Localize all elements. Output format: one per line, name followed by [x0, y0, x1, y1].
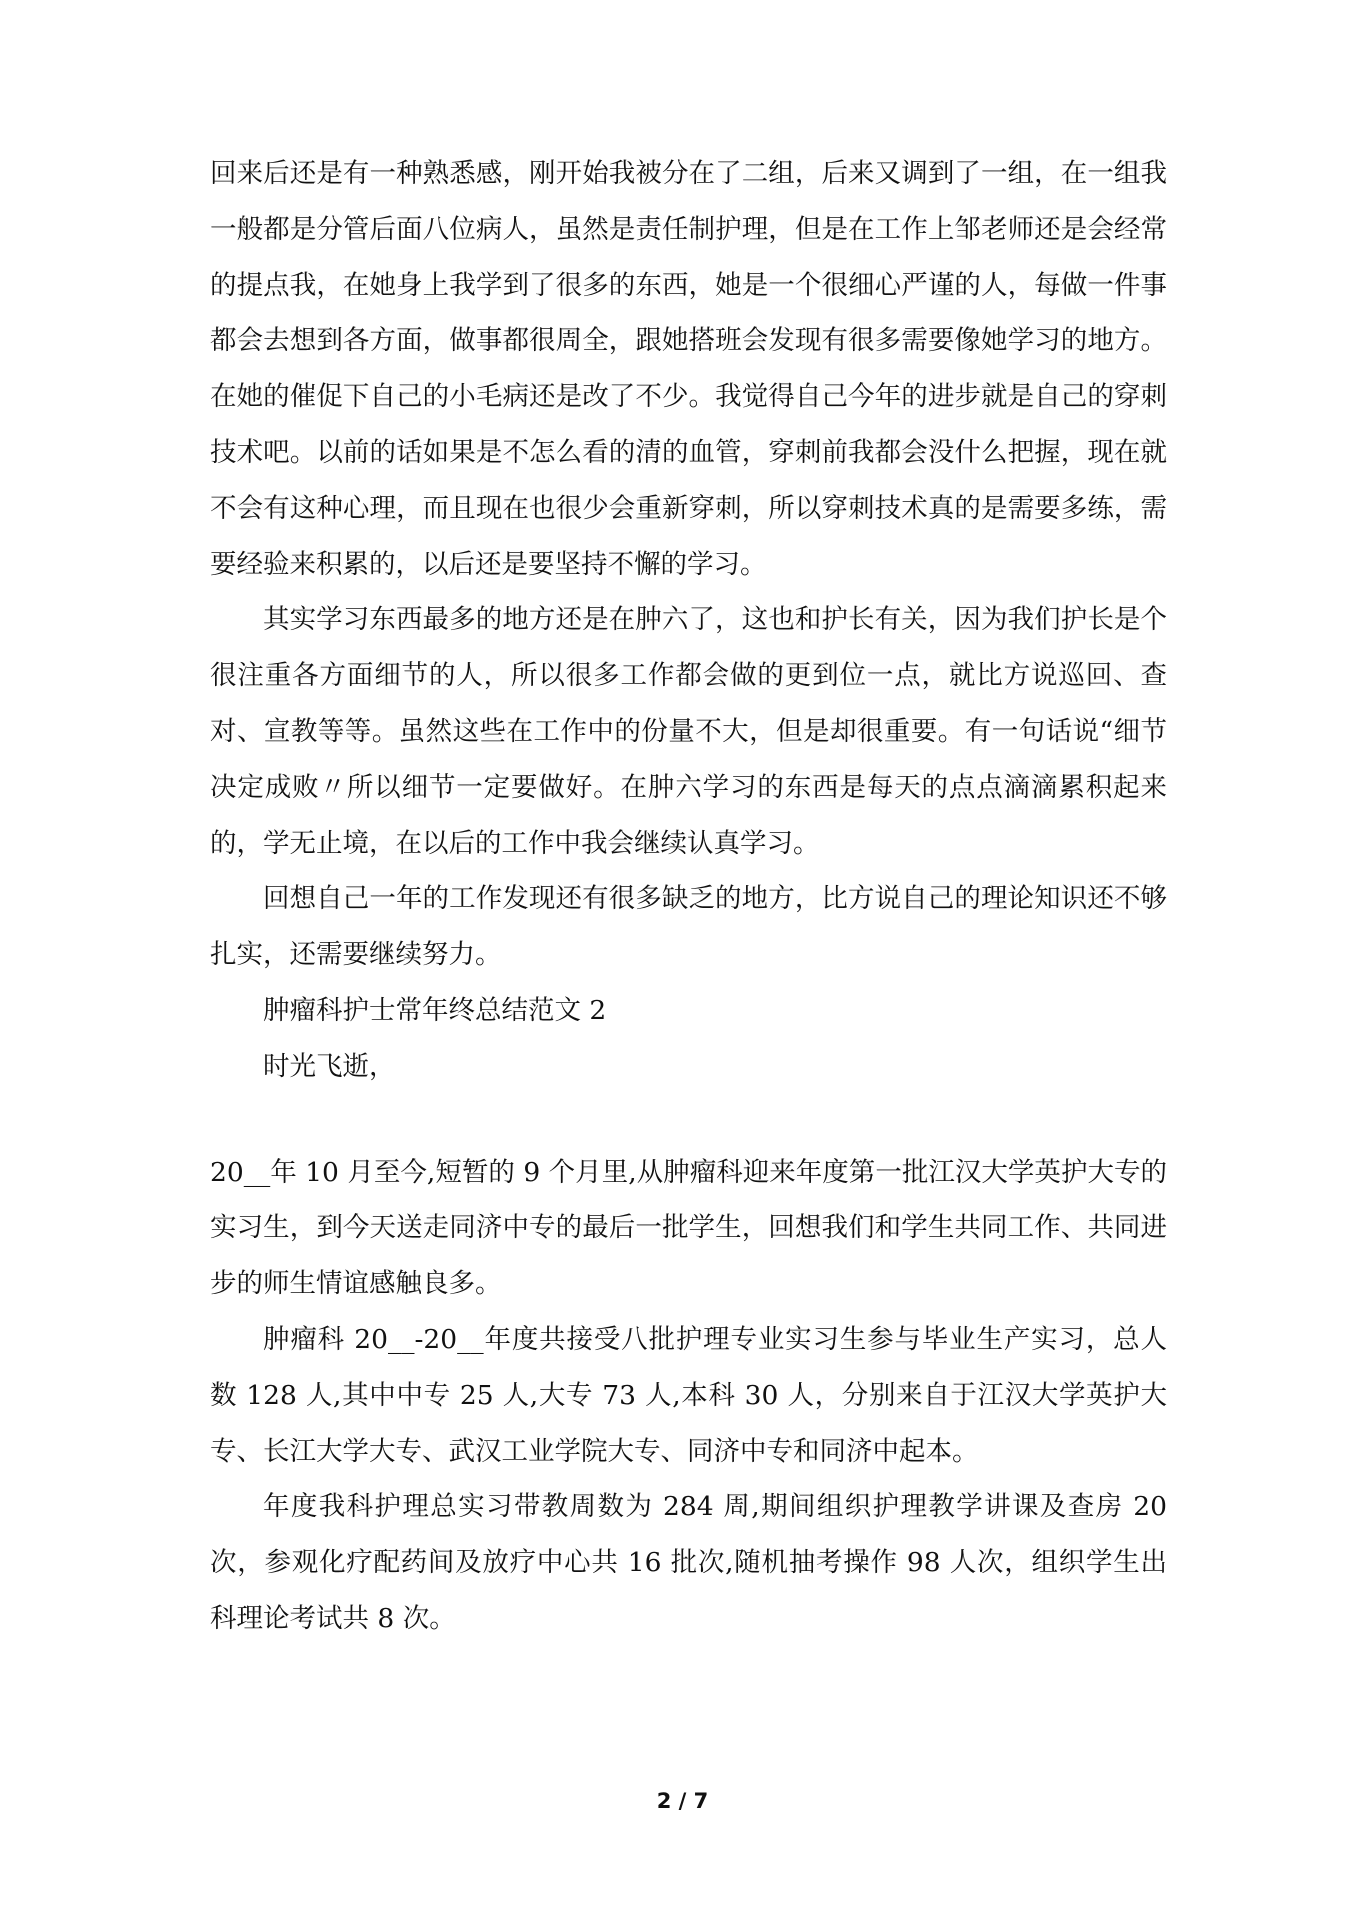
paragraph-6: 肿瘤科 20__-20__年度共接受八批护理专业实习生参与毕业生产实习，总人数 128 人,其中中专 25 人,大专 73 人,本科 30 人，分别来自于江汉大学英护大专、长江大学大专、武汉工业学院大专、同济中专和同济中起本。 — [210, 1323, 1167, 1467]
page-number: 2 / 7 — [656, 1789, 709, 1813]
document-body — [210, 146, 1167, 1647]
paragraph-3: 回想自己一年的工作发现还有很多缺乏的地方，比方说自己的理论知识还不够扎实，还需要继续努力。 — [210, 883, 1167, 971]
paragraph-1: 回来后还是有一种熟悉感，刚开始我被分在了二组，后来又调到了一组，在一组我一般都是分管后面八位病人，虽然是责任制护理，但是在工作上邹老师还是会经常的提点我，在她身上我学到了很多的东西，她是一个很细心严谨的人，每做一件事都会去想到各方面，做事都很周全，跟她搭班会发现有很多需要像她学习的地方。在她的催促下自己的小毛病还是改了不少。我觉得自己今年的进步就是自己的穿刺技术吧。以前的话如果是不怎么看的清的血管，穿刺前我都会没什么把握，现在就不会有这种心理，而且现在也很少会重新穿刺，所以穿刺技术真的是需要多练，需要经验来积累的，以后还是要坚持不懈的学习。 — [210, 158, 1167, 580]
section-heading: 肿瘤科护士常年终总结范文 2 — [263, 994, 607, 1026]
paragraph-4: 时光飞逝， — [263, 1050, 396, 1082]
paragraph-2: 其实学习东西最多的地方还是在肿六了，这也和护长有关，因为我们护长是个很注重各方面细节的人，所以很多工作都会做的更到位一点，就比方说巡回、查对、宣教等等。虽然这些在工作中的份量不大，但是却很重要。有一句话说“细节决定成败〃所以细节一定要做好。在肿六学习的东西是每天的点点滴滴累积起来的，学无止境，在以后的工作中我会继续认真学习。 — [210, 604, 1167, 859]
paragraph-7: 年度我科护理总实习带教周数为 284 周,期间组织护理教学讲课及查房 20 次，参观化疗配药间及放疗中心共 16 批次,随机抽考操作 98 人次，组织学生出科理论考试共 8 次。 — [210, 1491, 1167, 1634]
paragraph-5: 20__年 10 月至今,短暂的 9 个月里,从肿瘤科迎来年度第一批江汉大学英护大专的实习生，到今天送走同济中专的最后一批学生，回想我们和学生共同工作、共同进步的师生情谊感触良多。 — [210, 1156, 1167, 1300]
